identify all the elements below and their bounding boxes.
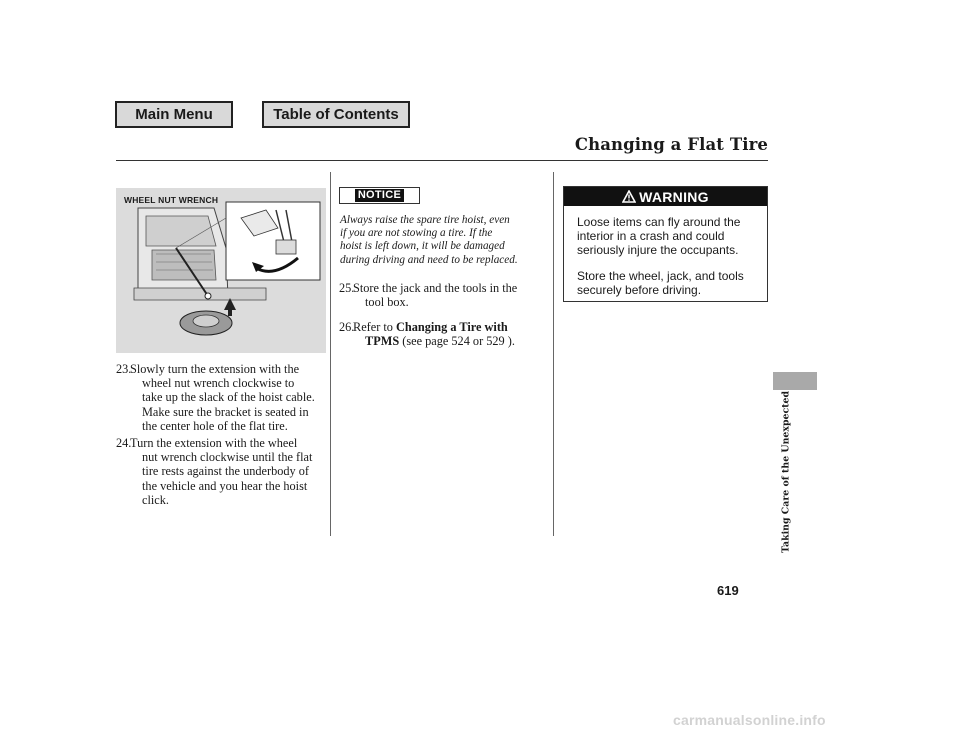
warning-line: Store the wheel, jack, and tools [577,269,744,283]
warning-header [564,187,767,206]
page-reference: (see page 524 or 529 ). [399,334,515,349]
warning-title: WARNING [639,188,709,205]
warning-line: Loose items can fly around the [577,215,741,229]
warning-line: seriously injure the occupants. [577,243,739,257]
warning-triangle-icon [622,190,636,203]
warning-box [563,186,768,302]
step-text: tool box. [365,295,409,310]
step-26 [339,320,551,350]
warning-line: interior in a crash and could [577,229,725,243]
step-23 [116,362,330,434]
notice-line: Always raise the spare tire hoist, even [340,214,510,226]
notice-line: during driving and need to be replaced. [340,253,518,266]
watermark: carmanualsonline.info [673,712,826,728]
step-text: Make sure the bracket is seated in [142,404,309,419]
step-number: 26. [339,320,355,334]
column-divider-left [330,172,331,536]
step-number: 25. [339,281,355,295]
changing-tire-tpms-link[interactable]: Changing a Tire with [396,320,508,334]
step-25 [339,281,551,311]
notice-text [340,214,518,267]
illustration-drawing [116,188,326,353]
warning-line: securely before driving. [577,283,702,297]
notice-line: hoist is left down, it will be damaged [340,240,505,253]
step-text: nut wrench clockwise until the flat [142,450,313,465]
step-number: 23. [116,362,132,376]
step-text: the vehicle and you hear the hoist [142,478,308,493]
figure-label: WHEEL NUT WRENCH [124,195,219,205]
step-text: Turn the extension with the wheel [130,436,298,450]
step-text: the center hole of the flat tire. [142,418,288,433]
step-text: tire rests against the underbody of [142,464,309,479]
notice-label: NOTICE [355,189,404,202]
notice-tag [339,187,420,204]
step-number: 24. [116,436,132,450]
step-text: take up the slack of the hoist cable. [142,390,315,405]
warning-body [577,215,744,297]
header-rule [116,160,768,161]
changing-tire-tpms-link[interactable]: TPMS [365,334,400,349]
step-text: click. [142,492,169,507]
step-text: Slowly turn the extension with the [130,362,300,376]
illustration-wheel-nut-wrench [116,188,326,353]
section-tab [773,372,817,390]
table-of-contents-button[interactable]: Table of Contents [262,101,410,128]
page-number: 619 [717,583,739,598]
notice-line: if you are not stowing a tire. If the [340,227,493,240]
step-text: Refer to [353,320,397,334]
section-side-label: Taking Care of the Unexpected [780,390,792,554]
main-menu-button[interactable]: Main Menu [115,101,233,128]
step-text: Store the jack and the tools in the [353,281,518,295]
column-divider-right [553,172,554,536]
page-title: Changing a Flat Tire [574,135,768,154]
step-24 [116,436,330,508]
step-text: wheel nut wrench clockwise to [142,376,295,391]
